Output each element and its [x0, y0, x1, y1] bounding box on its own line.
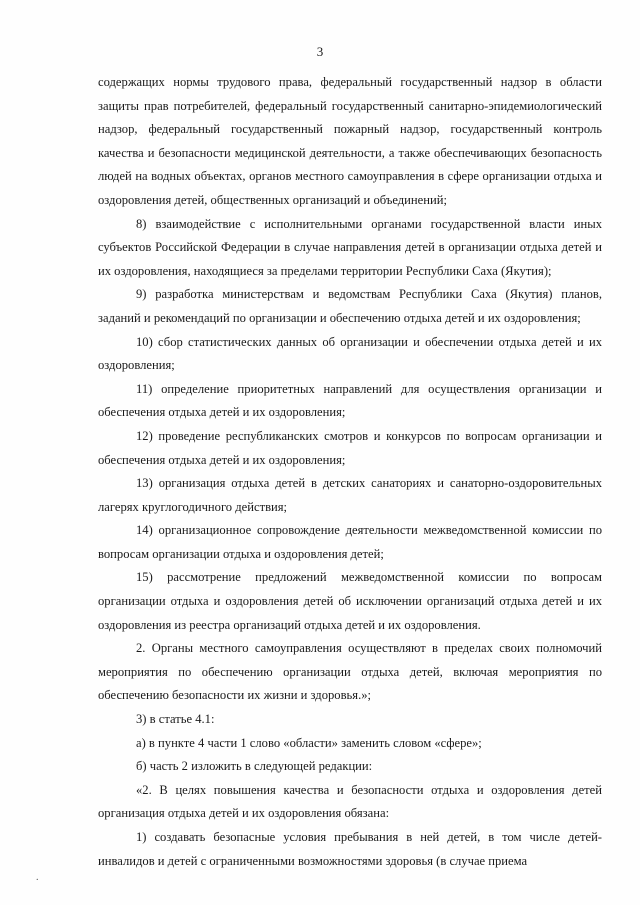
paragraph: 11) определение приоритетных направлений для осуществления организации и обеспечения отдыха детей и их оздоровления; [98, 381, 602, 420]
paragraph: 2. Органы местного самоуправления осуществляют в пределах своих полномочий мероприятия по обеспечению организации отдыха детей, включая мероприятия по обеспечению безопасности их жизни и здоровья.»; [98, 641, 602, 703]
paragraph: «2. В целях повышения качества и безопасности отдыха и оздоровления детей организация отдыха детей и их оздоровления обязана: [98, 782, 602, 821]
paragraph: 14) организационное сопровождение деятельности межведомственной комиссии по вопросам организации отдыха и оздоровления детей; [98, 523, 602, 561]
paragraph: 3) в статье 4.1: [136, 712, 215, 727]
paragraph: содержащих нормы трудового права, федеральный государственный надзор в области защиты прав потребителей, федеральный государственный санитарно-эпидемиологический надзор, федеральный государственный пожарный надзор, государственный контроль качества и безопасности медицинской деятельности, а также обеспечивающих безопасность людей на водных объектах, органов местного самоуправления в сфере организации отдыха и оздоровления детей, общественных организаций и объединений; [98, 75, 602, 207]
paragraph: а) в пункте 4 части 1 слово «области» заменить словом «сфере»; [136, 735, 482, 750]
paragraph: 15) рассмотрение предложений межведомственной комиссии по вопросам организации отдыха и оздоровления детей об исключении организаций отдыха детей и их оздоровления из реестра организаций отдыха детей и их оздоровления. [98, 570, 602, 632]
margin-mark: . [36, 872, 39, 883]
paragraph: 12) проведение республиканских смотров и конкурсов по вопросам организации и обеспечения отдыха детей и их оздоровления; [98, 428, 602, 467]
paragraph: 8) взаимодействие с исполнительными органами государственной власти иных субъектов Российской Федерации в случае направления детей в организации отдыха детей и их оздоровления, находящиеся за пределами территории Республики Саха (Якутия); [98, 216, 602, 278]
paragraph: 1) создавать безопасные условия пребывания в ней детей, в том числе детей-инвалидов и детей с ограниченными возможностями здоровья (в случае приема [98, 830, 602, 868]
paragraph: 9) разработка министерствам и ведомствам Республики Саха (Якутия) планов, заданий и рекомендаций по организации и обеспечению отдыха детей и их оздоровления; [98, 287, 602, 325]
page-number: 3 [316, 44, 324, 59]
paragraph: б) часть 2 изложить в следующей редакции: [136, 759, 373, 774]
document-body [98, 71, 602, 873]
paragraph: 13) организация отдыха детей в детских санаториях и санаторно-оздоровительных лагерях круглогодичного действия; [98, 476, 602, 514]
paragraph: 10) сбор статистических данных об организации и обеспечении отдыха детей и их оздоровления; [98, 334, 602, 373]
